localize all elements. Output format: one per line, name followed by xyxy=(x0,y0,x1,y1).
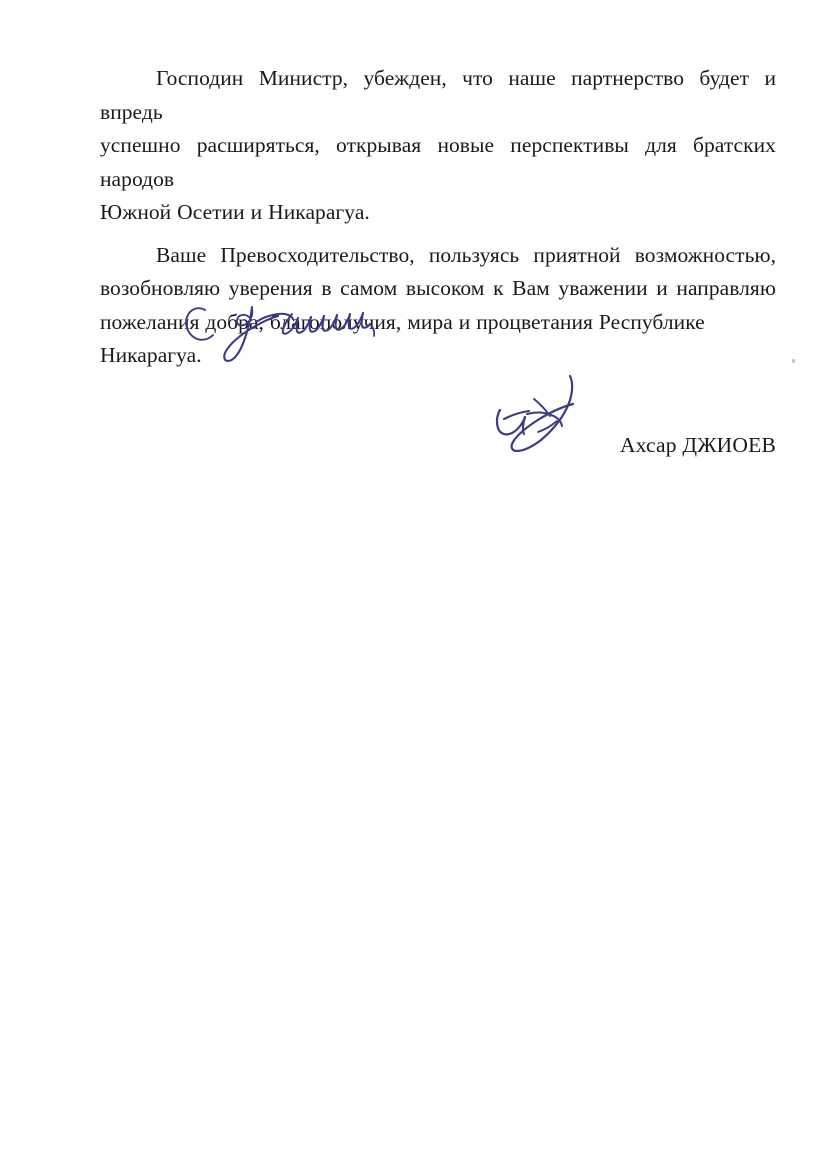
paragraph-line: успешно расширяться, открывая новые перспективы для братских народов xyxy=(100,133,776,191)
paragraph-line: Южной Осетии и Никарагуа. xyxy=(100,200,370,224)
paragraph-line: возобновляю уверения в самом высоком к Вам уважении и направляю xyxy=(100,276,776,300)
signer-name: Ахсар ДЖИОЕВ xyxy=(620,433,776,457)
paragraph-closing-partnership xyxy=(100,62,776,230)
paragraph-line: Ваше Превосходительство, пользуясь приятной возможностью, xyxy=(156,242,776,267)
paragraph-line: Господин Министр, убежден, что наше партнерство будет и впредь xyxy=(100,66,776,124)
paragraph-line: пожелания добра, благополучия, мира и процветания Республике Никарагуа. xyxy=(100,309,705,367)
scan-artifact-speck xyxy=(792,359,795,363)
handwritten-regards xyxy=(178,297,398,363)
